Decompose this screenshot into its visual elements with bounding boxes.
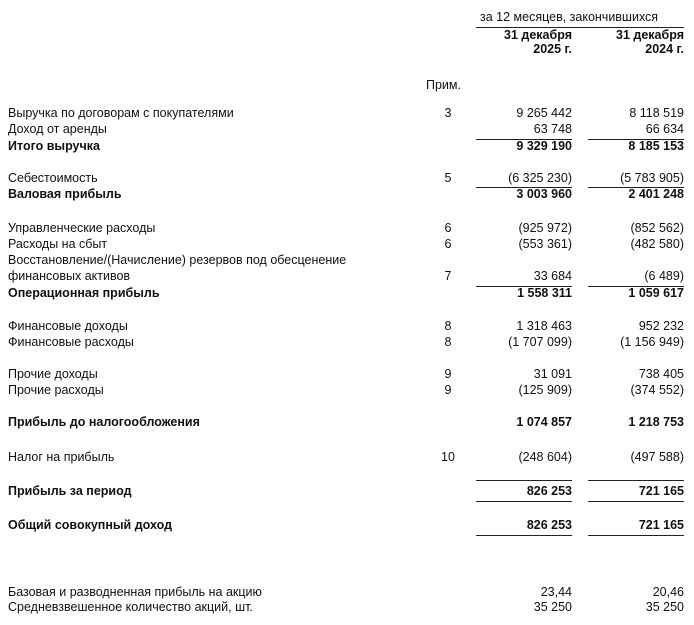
row-value-2024: 20,46 <box>652 585 684 599</box>
row-value-2025: 1 318 463 <box>516 319 572 333</box>
row-value-2024: 35 250 <box>645 600 684 614</box>
table-row <box>0 171 694 187</box>
row-label: Средневзвешенное количество акций, шт. <box>8 600 253 614</box>
row-value-2024: 721 165 <box>638 518 684 532</box>
table-row <box>0 286 694 302</box>
table-row <box>0 319 694 335</box>
table-row <box>0 450 694 466</box>
table-row <box>0 600 694 616</box>
row-label: Общий совокупный доход <box>8 518 173 532</box>
row-value-2024: (5 783 905) <box>620 171 684 185</box>
table-row <box>0 253 694 269</box>
table-row <box>0 585 694 601</box>
row-value-2025: (6 325 230) <box>508 171 572 185</box>
row-value-2025: 826 253 <box>526 518 572 532</box>
row-value-2025: 1 074 857 <box>516 415 572 429</box>
row-note: 10 <box>441 450 455 464</box>
total-rule <box>476 535 572 536</box>
row-value-2025: 9 329 190 <box>516 139 572 153</box>
row-value-2024: 952 232 <box>638 319 684 333</box>
row-value-2024: (482 580) <box>630 237 684 251</box>
row-value-2025: (248 604) <box>518 450 572 464</box>
row-note: 8 <box>444 335 452 349</box>
row-note: 7 <box>444 269 452 283</box>
row-label: Управленческие расходы <box>8 221 156 235</box>
row-value-2025: 3 003 960 <box>516 187 572 201</box>
row-note: 5 <box>444 171 452 185</box>
row-note: 6 <box>444 221 452 235</box>
col-2025-header-line2: 2025 г. <box>533 42 572 56</box>
row-label: Прочие доходы <box>8 367 98 381</box>
row-label: Доход от аренды <box>8 122 107 136</box>
note-header: Прим. <box>426 78 461 92</box>
row-value-2025: 23,44 <box>540 585 572 599</box>
row-value-2024: 1 059 617 <box>628 286 684 300</box>
row-label: Прочие расходы <box>8 383 104 397</box>
row-label: Операционная прибыль <box>8 286 160 300</box>
row-label: Валовая прибыль <box>8 187 122 201</box>
table-row <box>0 518 694 534</box>
row-value-2025: (125 909) <box>518 383 572 397</box>
table-row <box>0 237 694 253</box>
subtotal-rule <box>588 480 684 481</box>
row-label: Себестоимость <box>8 171 98 185</box>
col-2025-header-line1: 31 декабря <box>504 28 572 42</box>
table-row <box>0 335 694 351</box>
table-row <box>0 106 694 122</box>
table-row <box>0 484 694 500</box>
row-value-2025: 9 265 442 <box>516 106 572 120</box>
table-row <box>0 269 694 285</box>
row-value-2025: 63 748 <box>533 122 572 136</box>
row-value-2024: (1 156 949) <box>620 335 684 349</box>
table-row <box>0 415 694 431</box>
row-value-2025: 1 558 311 <box>517 286 572 300</box>
row-value-2025: (1 707 099) <box>508 335 572 349</box>
row-value-2024: 721 165 <box>638 484 684 498</box>
row-label: Налог на прибыль <box>8 450 115 464</box>
row-value-2024: (374 552) <box>630 383 684 397</box>
row-value-2025: 31 091 <box>533 367 572 381</box>
row-label: Финансовые расходы <box>8 335 134 349</box>
row-note: 9 <box>444 367 452 381</box>
row-note: 9 <box>444 383 452 397</box>
row-value-2025: 33 684 <box>533 269 572 283</box>
table-row <box>0 221 694 237</box>
row-note: 3 <box>444 106 452 120</box>
total-rule <box>588 501 684 502</box>
table-row <box>0 122 694 138</box>
table-row <box>0 367 694 383</box>
col-2024-header-line2: 2024 г. <box>645 42 684 56</box>
row-value-2025: 35 250 <box>533 600 572 614</box>
row-note: 6 <box>444 237 452 251</box>
row-value-2025: (925 972) <box>518 221 572 235</box>
row-value-2024: 2 401 248 <box>628 187 684 201</box>
row-note: 8 <box>444 319 452 333</box>
row-value-2024: 738 405 <box>638 367 684 381</box>
row-value-2025: (553 361) <box>518 237 572 251</box>
row-value-2024: 66 634 <box>645 122 684 136</box>
row-value-2024: (852 562) <box>630 221 684 235</box>
row-value-2024: (6 489) <box>644 269 684 283</box>
row-label: Прибыль до налогообложения <box>8 415 200 429</box>
row-label: Финансовые доходы <box>8 319 128 333</box>
table-row <box>0 383 694 399</box>
total-rule <box>476 501 572 502</box>
row-value-2024: 8 185 153 <box>628 139 684 153</box>
row-label: Выручка по договорам с покупателями <box>8 106 234 120</box>
row-label: Прибыль за период <box>8 484 132 498</box>
row-label: Базовая и разводненная прибыль на акцию <box>8 585 262 599</box>
table-row <box>0 187 694 203</box>
row-value-2024: (497 588) <box>630 450 684 464</box>
row-label: финансовых активов <box>8 269 131 283</box>
row-value-2024: 1 218 753 <box>628 415 684 429</box>
subtotal-rule <box>476 480 572 481</box>
total-rule <box>588 535 684 536</box>
row-label: Итого выручка <box>8 139 100 153</box>
row-value-2025: 826 253 <box>526 484 572 498</box>
row-label: Расходы на сбыт <box>8 237 108 251</box>
table-row <box>0 139 694 155</box>
period-header: за 12 месяцев, закончившихся <box>480 10 659 24</box>
row-value-2024: 8 118 519 <box>629 106 684 120</box>
row-label: Восстановление/(Начисление) резервов под обесценение <box>8 253 347 267</box>
col-2024-header-line1: 31 декабря <box>616 28 684 42</box>
